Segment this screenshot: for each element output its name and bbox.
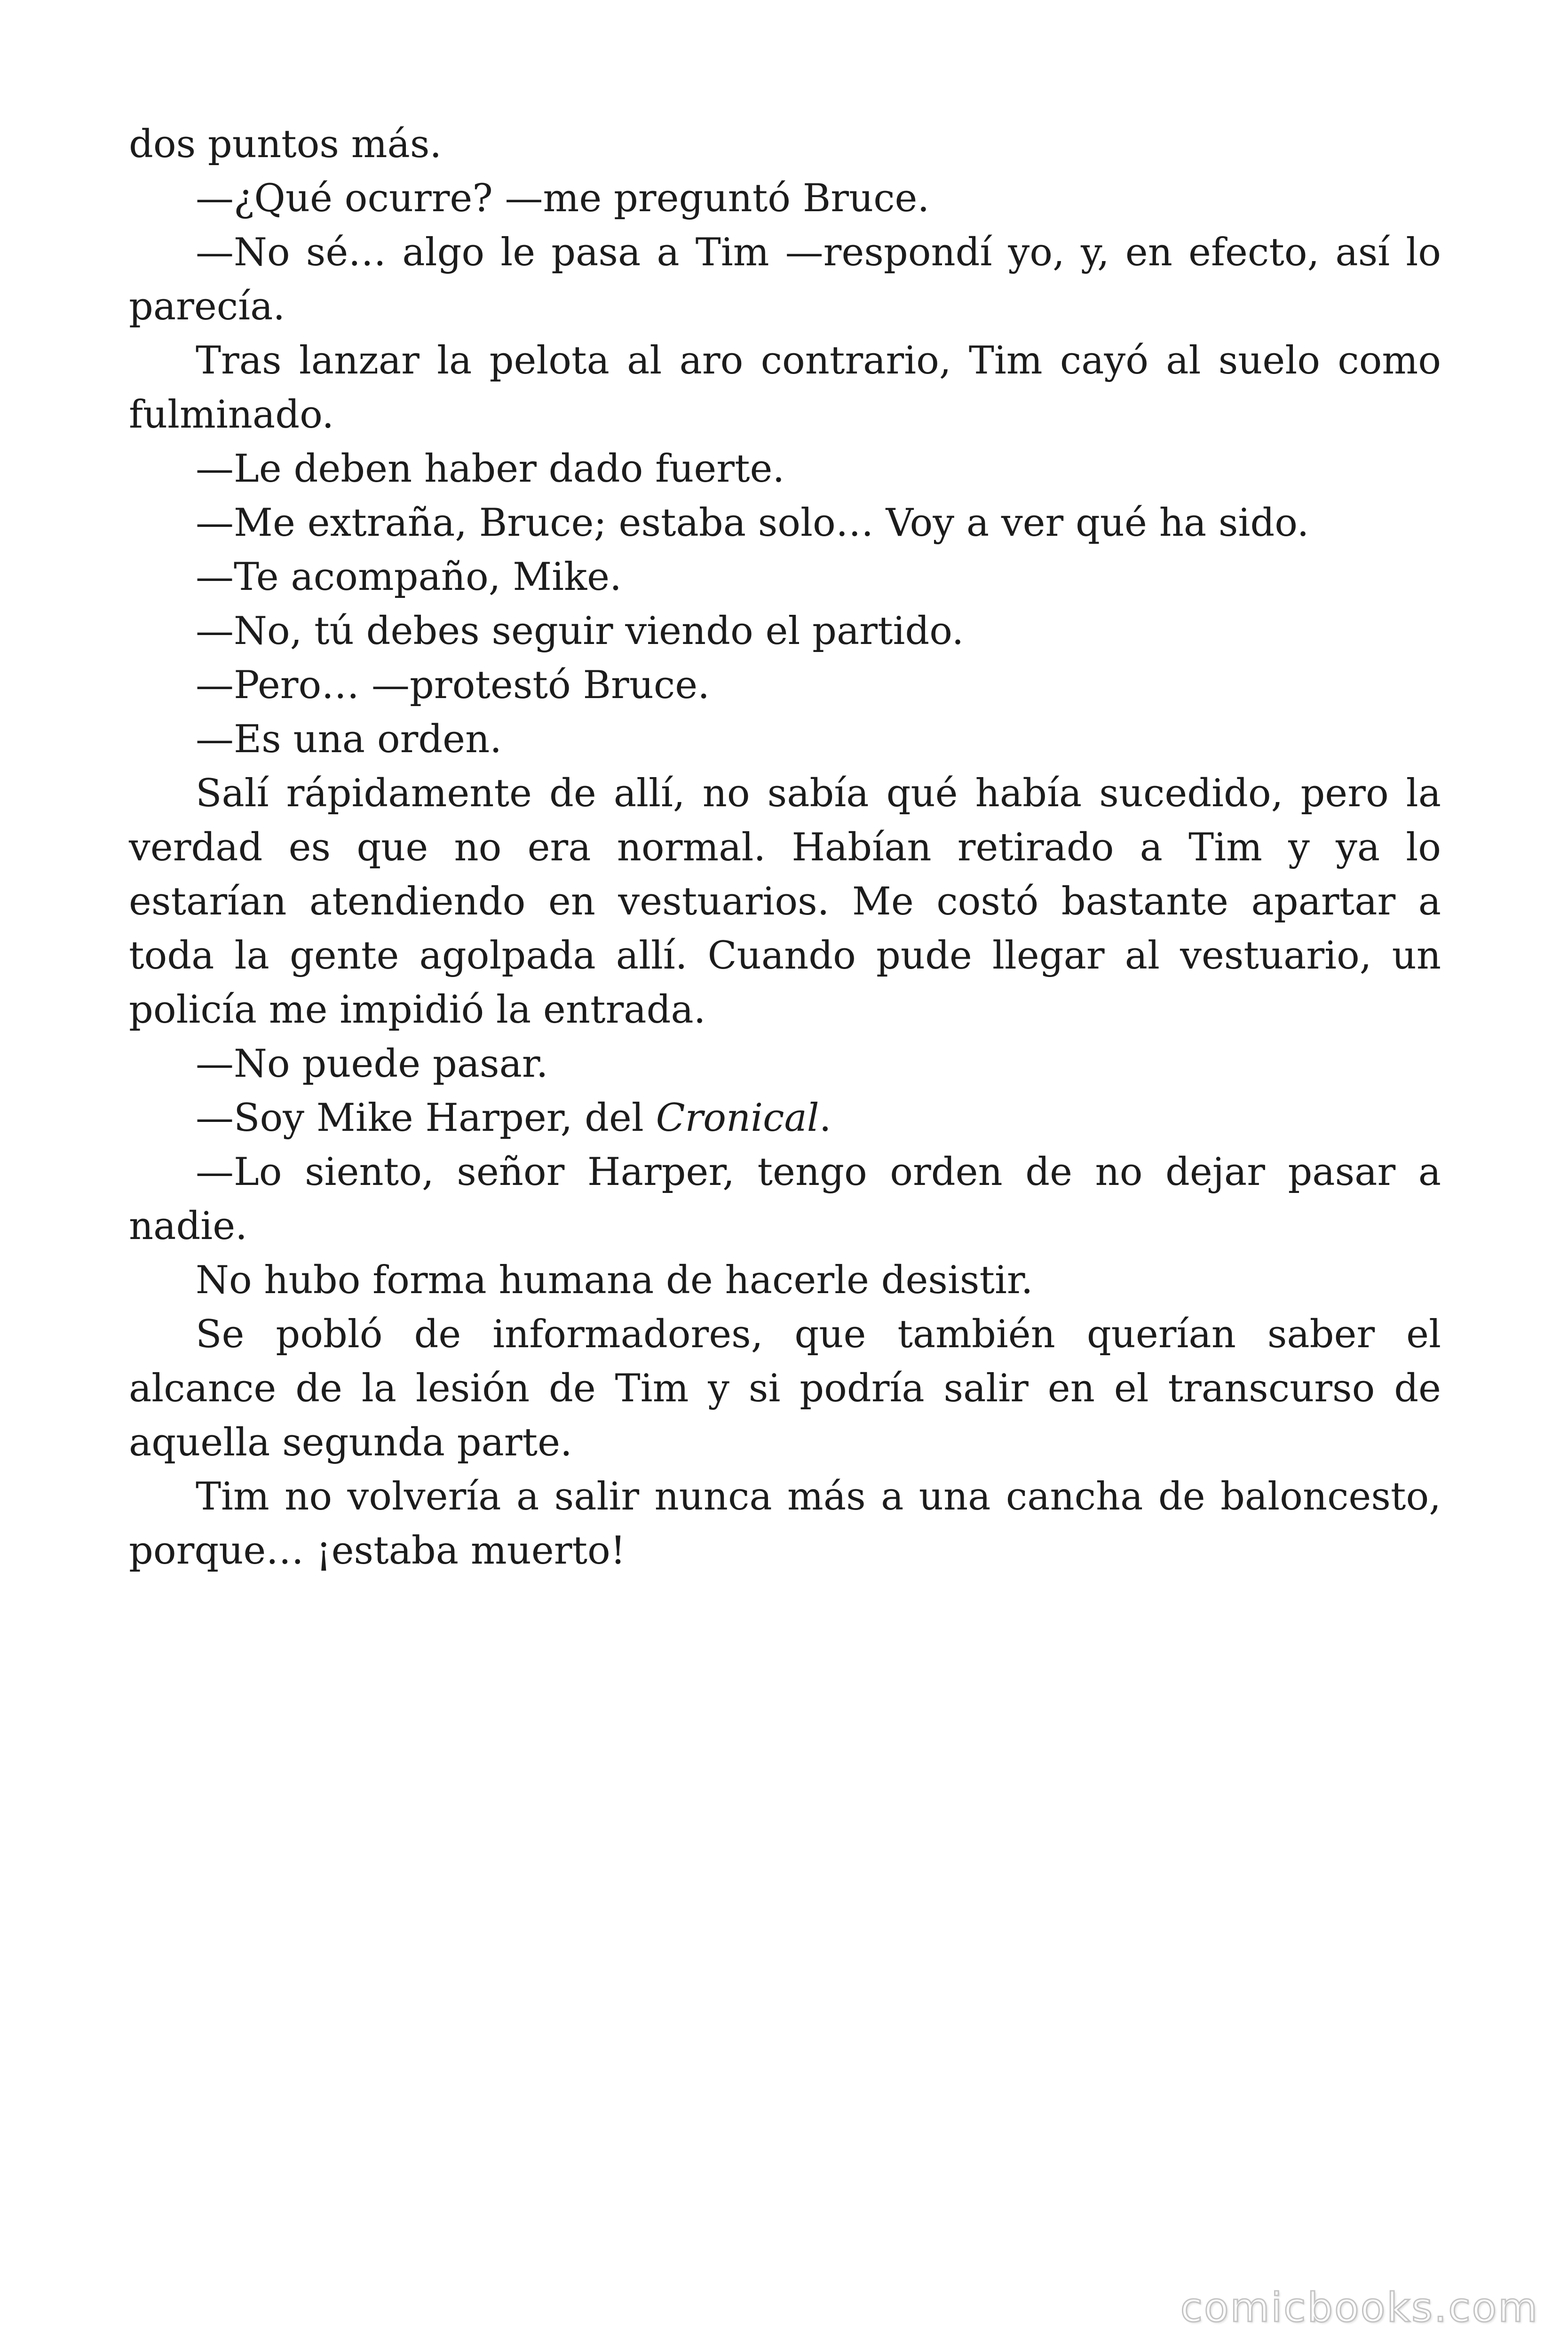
paragraph-17: Tim no volvería a salir nunca más a una cancha de baloncesto, porque… ¡estaba muerto!: [129, 1475, 1441, 1573]
paragraph-12: —No puede pasar.: [196, 1042, 548, 1086]
paragraph-2: —¿Qué ocurre? —me preguntó Bruce.: [196, 176, 930, 221]
paragraph-3: —No sé… algo le pasa a Tim —respondí yo, y, en efecto, así lo parecía.: [129, 230, 1441, 329]
paragraph-13: [129, 1091, 1441, 1145]
paragraph-7: —Te acompaño, Mike.: [196, 555, 622, 599]
paragraph-4: Tras lanzar la pelota al aro contrario, Tim cayó al suelo como fulminado.: [129, 339, 1441, 437]
paragraph-6: —Me extraña, Bruce; estaba solo… Voy a ver qué ha sido.: [196, 501, 1309, 545]
paragraph-10: —Es una orden.: [196, 717, 502, 762]
paragraph-9: —Pero… —protestó Bruce.: [196, 663, 710, 707]
paragraph-1: dos puntos más.: [129, 122, 442, 167]
book-page-text: [129, 118, 1441, 1578]
paragraph-14: —Lo siento, señor Harper, tengo orden de no dejar pasar a nadie.: [129, 1150, 1441, 1248]
newspaper-title: Cronical: [656, 1096, 819, 1140]
paragraph-13-text: —Soy Mike Harper, del: [196, 1096, 656, 1140]
paragraph-8: —No, tú debes seguir viendo el partido.: [196, 609, 964, 653]
paragraph-16: Se pobló de informadores, que también querían saber el alcance de la lesión de Tim y si podría salir en el transcurso de aquella segunda parte.: [129, 1312, 1441, 1465]
watermark-logo: comicbooks.com: [1180, 2284, 1539, 2331]
paragraph-5: —Le deben haber dado fuerte.: [196, 447, 785, 491]
paragraph-13-period: .: [819, 1096, 832, 1140]
paragraph-11: Salí rápidamente de allí, no sabía qué había sucedido, pero la verdad es que no era normal. Habían retirado a Tim y ya lo estarían atendiendo en vestuarios. Me costó bastante apartar a toda la gente agolpada allí. Cuando pude llegar al vestuario, un policía me impidió la entrada.: [129, 771, 1441, 1032]
paragraph-15: No hubo forma humana de hacerle desistir.: [196, 1258, 1033, 1303]
